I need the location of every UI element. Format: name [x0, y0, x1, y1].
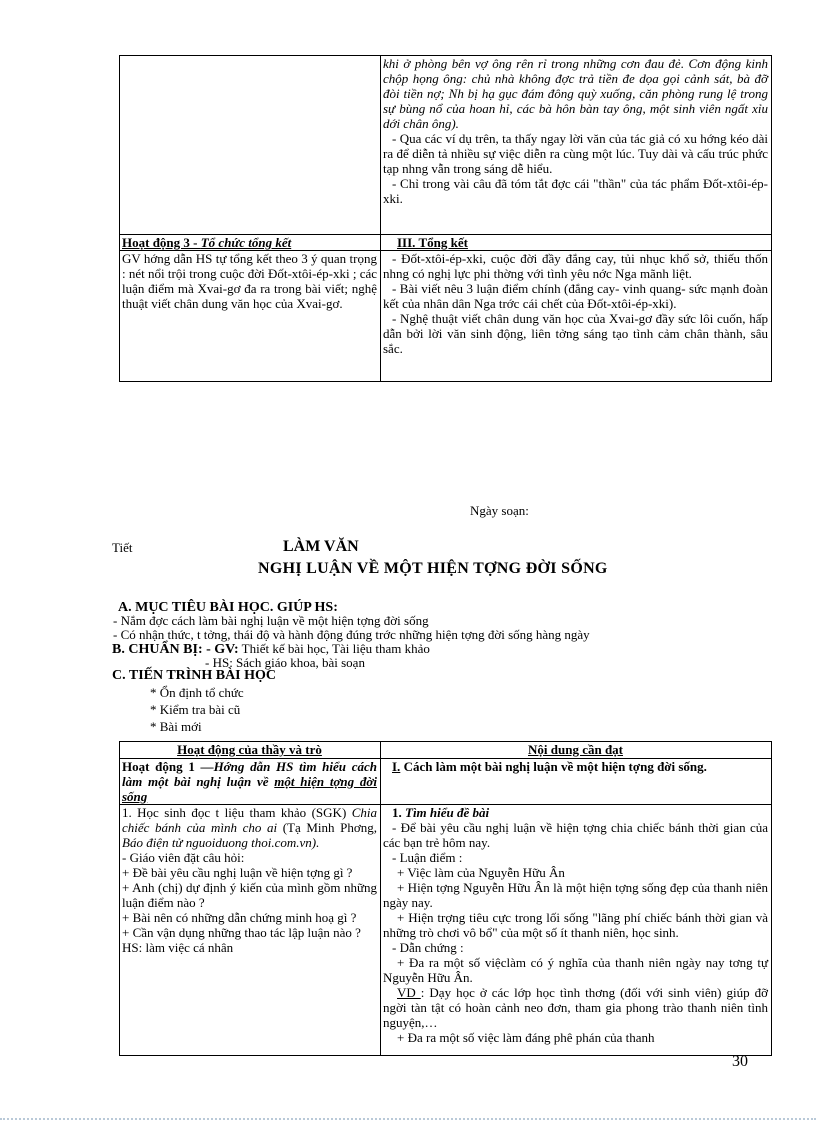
student-work-mode: HS: làm việc cá nhân: [122, 940, 234, 955]
teacher-guidance: GV hớng dẫn HS tự tổng kết theo 3 ý quan trọng : nét nổi trội trong cuộc đời Đốt-xtôi-ép-xki ; các luận điểm mà Xvai-gơ đa ra trong bài viết; nghệ thuật viết chân dung văn học của Xvai-gơ.: [122, 251, 377, 311]
top-table-row3-left-cell: [120, 251, 381, 382]
content-subpoint: + Đa ra một số việclàm có ý nghĩa của thanh niên ngày nay tơng tự Nguyễn Hữu Ân.: [383, 955, 768, 985]
reference-title: Chia chiếc bánh của mình cho ai: [122, 805, 377, 835]
objective-item: - Có nhận thức, t tởng, thái độ và hành động đúng trớc những hiện tợng đời sống hàng ngày: [113, 627, 590, 642]
top-table-row1-right-cell: [381, 56, 772, 235]
lesson-table-top: [119, 55, 772, 382]
subsection-heading: 1. Tìm hiểu đề bài: [392, 805, 490, 820]
activity1-heading: [122, 759, 377, 804]
analysis-point: - Chỉ trong vài câu đã tóm tắt đợc cái "thần" của tác phẩm Đốt-xtôi-ép-xki.: [383, 176, 768, 206]
table-row: [120, 251, 772, 382]
reference-source: Báo điện tử nguoiduong thoi.com.vn).: [122, 835, 320, 850]
content-subpoint: + Hiện tợng Nguyễn Hữu Ân là một hiện tợng sống đẹp của thanh niên ngày nay.: [383, 880, 768, 910]
table-row: [120, 56, 772, 235]
column-header-content: Nội dung cần đạt: [381, 742, 772, 759]
table-row: [120, 805, 772, 1056]
activity3-label: Hoạt động 3 -: [122, 235, 201, 250]
summary-point: - Nghệ thuật viết chân dung văn học của Xvai-gơ đầy sức lôi cuốn, hấp dẫn bởi lời văn sinh động, liên tởng sáng tạo tình cảm chân thành, sâu sắc.: [383, 311, 768, 356]
teacher-question: + Anh (chị) dự định ý kiến của mình gồm những luận điểm nào ?: [122, 880, 377, 910]
section-b-hs-materials: - HS: Sách giáo khoa, bài soạn: [205, 655, 365, 670]
quoted-passage-italic: khi ở phòng bên vợ ông rên rỉ trong những cơn đau đẻ. Cơn động kinh chộp họng ông: chủ nhà không đợc trả tiền đe dọa gọi cảnh sát, bà đỡ đòi tiền nợ; Nh bị hạ gục đám đông quỳ xuống, căn phòng rung lệ trong sự bùng nổ của hoan hỉ, các bà hôn bàn tay ông, một sinh viên ngất xỉu dới chân ông).: [383, 56, 768, 131]
summary-point: - Bài viết nêu 3 luận điểm chính (đắng cay- vinh quang- sức mạnh đoàn kết của nhân dân Nga trớc cái chết của Đốt-xtôi-ép-xki).: [383, 281, 768, 311]
content-subpoint: + Việc làm của Nguyễn Hữu Ân: [397, 865, 565, 880]
top-table-row3-right-cell: [381, 251, 772, 382]
procedure-step: * Ổn định tổ chức: [150, 685, 244, 700]
section-c-heading: C. TIẾN TRÌNH BÀI HỌC: [112, 668, 277, 683]
subject-heading: LÀM VĂN: [283, 538, 359, 555]
section1-heading: I. Cách làm một bài nghị luận về một hiện tợng đời sống.: [392, 759, 707, 774]
analysis-point: - Qua các ví dụ trên, ta thấy ngay lời văn của tác giả có xu hớng kéo dài ra để diễn tả nhiều sự việc diễn ra cùng một lúc. Tuy dài và cấu trúc phức tạp nhng vẫn trong sáng dễ hiểu.: [383, 131, 768, 176]
example-label: VD: [397, 985, 421, 1000]
teacher-question: + Cần vận dụng những thao tác lập luận nào ?: [122, 925, 361, 940]
page-bottom-rule: [0, 1118, 816, 1120]
date-prepared-label: Ngày soạn:: [470, 503, 529, 518]
activity3-heading: [122, 235, 377, 250]
bottom-table-row2-left-cell: [120, 805, 381, 1056]
objective-item: - Nắm đợc cách làm bài nghị luận về một hiện tợng đời sống: [113, 613, 429, 628]
content-point: - Dẫn chứng :: [392, 940, 464, 955]
section-b-gv-materials: Thiết kế bài học, Tài liệu tham khảo: [238, 641, 430, 656]
top-table-row1-left-cell-empty: [120, 56, 381, 235]
content-subpoint: + Hiện trợng tiêu cực trong lối sống "lãng phí chiếc bánh thời gian và những trò chơi vô bổ" của một số ít thanh niên, học sinh.: [383, 910, 768, 940]
activity3-title: Tổ chức tổng kết: [200, 235, 292, 250]
page-number: 30: [732, 1053, 748, 1070]
period-label: Tiết: [112, 540, 133, 555]
section3-heading-cell: [381, 235, 772, 251]
activity1-title: Hớng dẫn HS tìm hiểu cách làm một bài nghị luận về: [122, 759, 377, 789]
table-row: [120, 235, 772, 251]
example-point: VD : Dạy học ở các lớp học tình thơng (đối với sinh viên) giúp đỡ ngời tàn tật có hoàn cảnh neo đơn, tham gia phong trào thanh niên tình nguyện,…: [383, 985, 768, 1030]
procedure-step: * Kiểm tra bài cũ: [150, 702, 241, 717]
content-point: - Để bài yêu cầu nghị luận về hiện tợng chia chiếc bánh thời gian của các bạn trẻ hôm nay.: [383, 820, 768, 850]
table-row: [120, 759, 772, 805]
teacher-question-intro: - Giáo viên đặt câu hỏi:: [122, 850, 245, 865]
summary-point: - Đốt-xtôi-ép-xki, cuộc đời đầy đắng cay, tủi nhục khổ sở, thiếu thốn nhng có nghị lực phi thờng với tình yêu nớc Nga mãnh liệt.: [383, 251, 768, 281]
activity1-title-underlined: một hiện tợng đời sống: [122, 774, 377, 804]
student-task: 1. Học sinh đọc t liệu tham khảo (SGK) Chia chiếc bánh của mình cho ai (Tạ Minh Phơng, Báo điện tử nguoiduong thoi.com.vn).: [122, 805, 377, 850]
activity1-heading-cell: [120, 759, 381, 805]
teacher-question: + Đề bài yêu cầu nghị luận về hiện tợng gì ?: [122, 865, 353, 880]
procedure-step: * Bài mới: [150, 719, 202, 734]
activity1-label: Hoạt động 1 —: [122, 759, 214, 774]
table-header-row: [120, 742, 772, 759]
lesson-title: NGHỊ LUẬN VỀ MỘT HIỆN TỢNG ĐỜI SỐNG: [258, 560, 608, 577]
section1-heading-cell: [381, 759, 772, 805]
section-b-heading: B. CHUẨN BỊ: - GV:: [112, 642, 239, 657]
section3-heading: III. Tổng kết: [397, 235, 468, 250]
teacher-question: + Bài nên có những dẫn chứng minh hoạ gì ?: [122, 910, 357, 925]
column-header-teacher-student: Hoạt động của thầy và trò: [120, 742, 381, 759]
bottom-table-row2-right-cell: [381, 805, 772, 1056]
section-a-heading: A. MỤC TIÊU BÀI HỌC. GIÚP HS:: [118, 600, 338, 615]
content-point: - Luận điểm :: [392, 850, 463, 865]
activity3-heading-cell: [120, 235, 381, 251]
lesson-table-bottom: [119, 741, 772, 1056]
content-subpoint: + Đa ra một số việc làm đáng phê phán của thanh: [397, 1030, 655, 1045]
